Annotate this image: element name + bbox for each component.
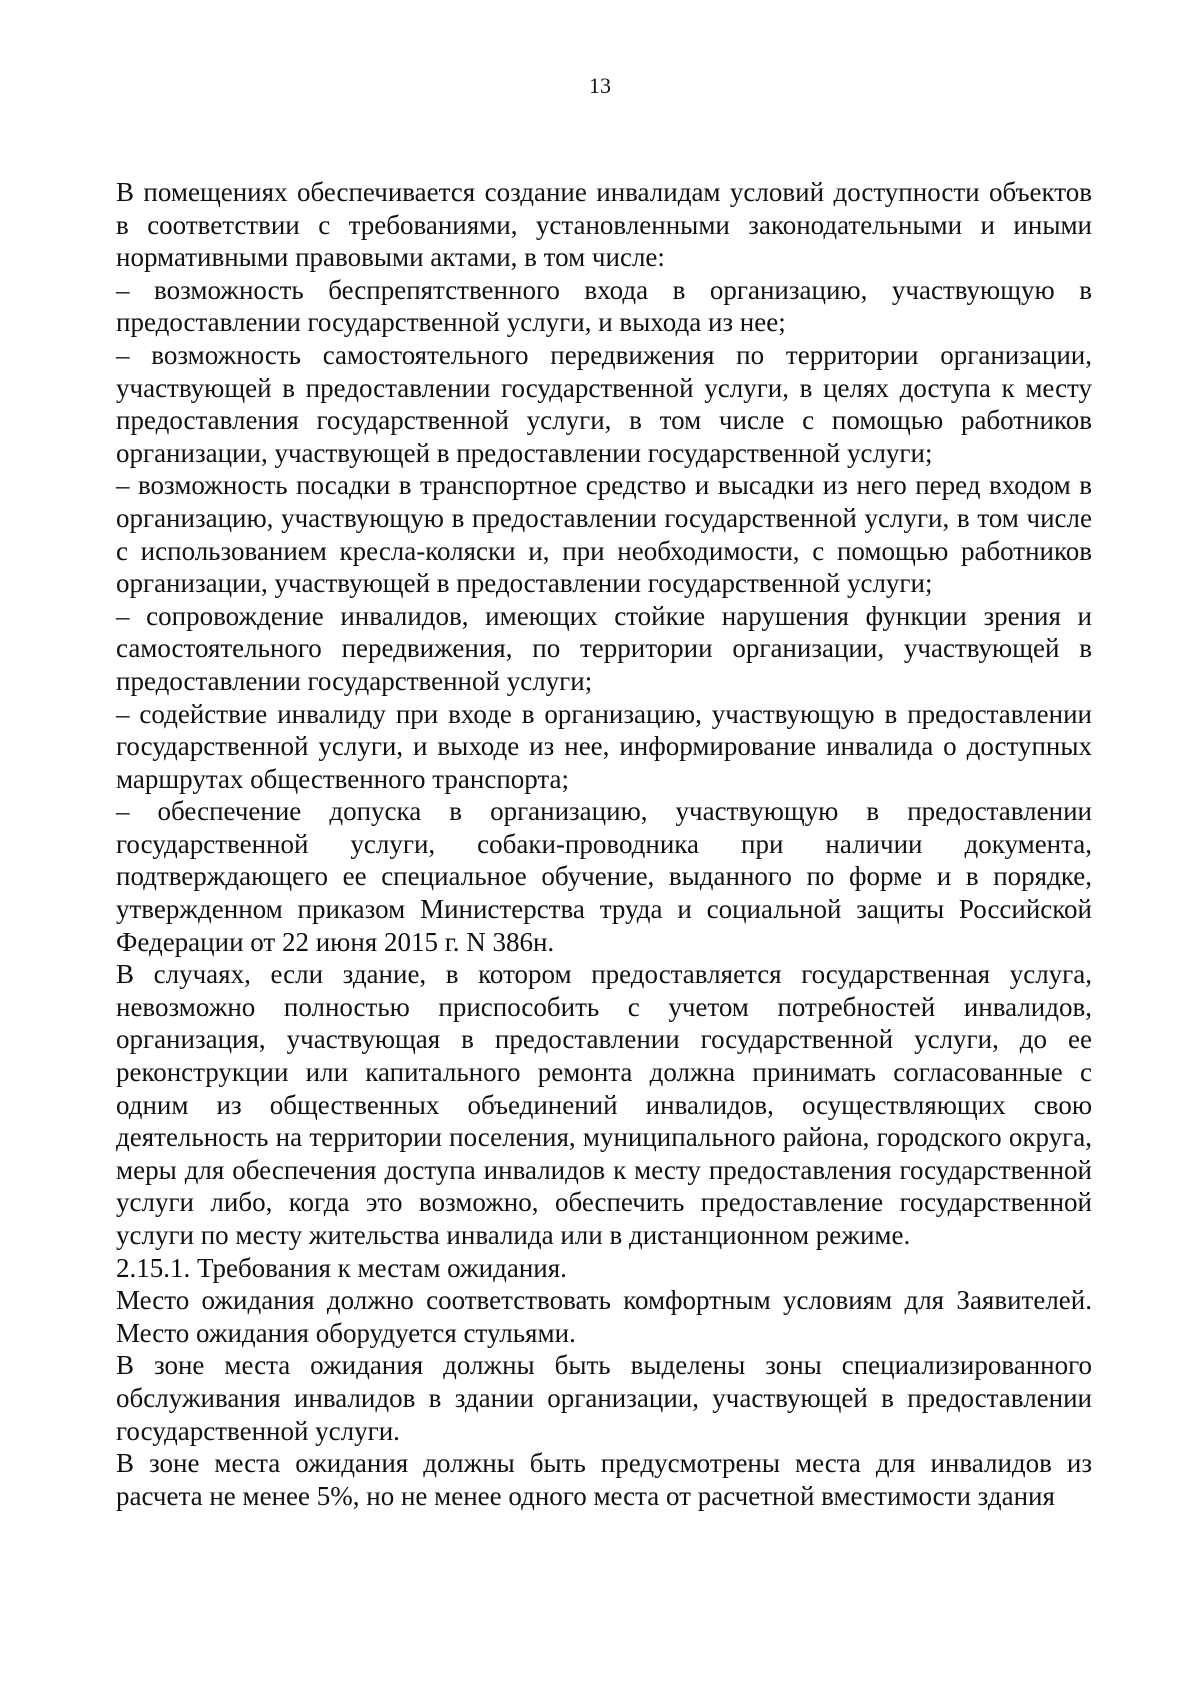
paragraph-accessibility-intro: В помещениях обеспечивается создание инвалидам условий доступности объектов в соответствии с требованиями, установленными законодательными и иными нормативными правовыми актами, в том числе: xyxy=(116,177,1092,273)
paragraph-entry-exit: – возможность беспрепятственного входа в организацию, участвующую в предоставлении государственной услуги, и выхода из нее; xyxy=(116,274,1092,338)
paragraph-specialized-zones: В зоне места ожидания должны быть выделены зоны специализированного обслуживания инвалидов в здании организации, участвующей в предоставлении государственной услуги. xyxy=(116,1350,1092,1446)
section-heading-2-15-1: 2.15.1. Требования к местам ожидания. xyxy=(116,1252,567,1283)
paragraph-escort: – сопровождение инвалидов, имеющих стойкие нарушения функции зрения и самостоятельного передвижения, по территории организации, участвующей в предоставлении государственной услуги; xyxy=(116,600,1092,696)
paragraph-assistance: – содействие инвалиду при входе в организацию, участвующую в предоставлении государственной услуги, и выходе из нее, информирование инвалида о доступных маршрутах общественного транспорта; xyxy=(116,698,1092,794)
paragraph-movement: – возможность самостоятельного передвижения по территории организации, участвующей в предоставлении государственной услуги, в целях доступа к месту предоставления государственной услуги, в том числе с помощью работников организации, участвующей в предоставлении государственной услуги; xyxy=(116,339,1092,468)
paragraph-waiting-place: Место ожидания должно соответствовать комфортным условиям для Заявителей. Место ожидания оборудуется стульями. xyxy=(116,1285,1092,1348)
paragraph-reserved-seats: В зоне места ожидания должны быть предусмотрены места для инвалидов из расчета не менее 5%, но не менее одного места от расчетной вместимости здания xyxy=(116,1448,1092,1511)
document-body xyxy=(116,176,1092,1512)
paragraph-transport-boarding: – возможность посадки в транспортное средство и высадки из него перед входом в организацию, участвующую в предоставлении государственной услуги, в том числе с использованием кресла-коляски и, при необходимости, с помощью работников организации, участвующей в предоставлении государственной услуги; xyxy=(116,470,1092,599)
paragraph-guide-dog: – обеспечение допуска в организацию, участвующую в предоставлении государственной услуги, собаки-проводника при наличии документа, подтверждающего ее специальное обучение, выданного по форме и в порядке, утвержденном приказом Министерства труда и социальной защиты Российской Федерации от 22 июня 2015 г. N 386н. xyxy=(116,796,1092,957)
page-number: 13 xyxy=(589,73,611,98)
paragraph-building-adaptation: В случаях, если здание, в котором предоставляется государственная услуга, невозможно полностью приспособить с учетом потребностей инвалидов, организация, участвующая в предоставлении государственной услуги, до ее реконструкции или капитального ремонта должна принимать согласованные с одним из общественных объединений инвалидов, осуществляющих свою деятельность на территории поселения, муниципального района, городского округа, меры для обеспечения доступа инвалидов к месту предоставления государственной услуги либо, когда это возможно, обеспечить предоставление государственной услуги по месту жительства инвалида или в дистанционном режиме. xyxy=(116,959,1092,1250)
